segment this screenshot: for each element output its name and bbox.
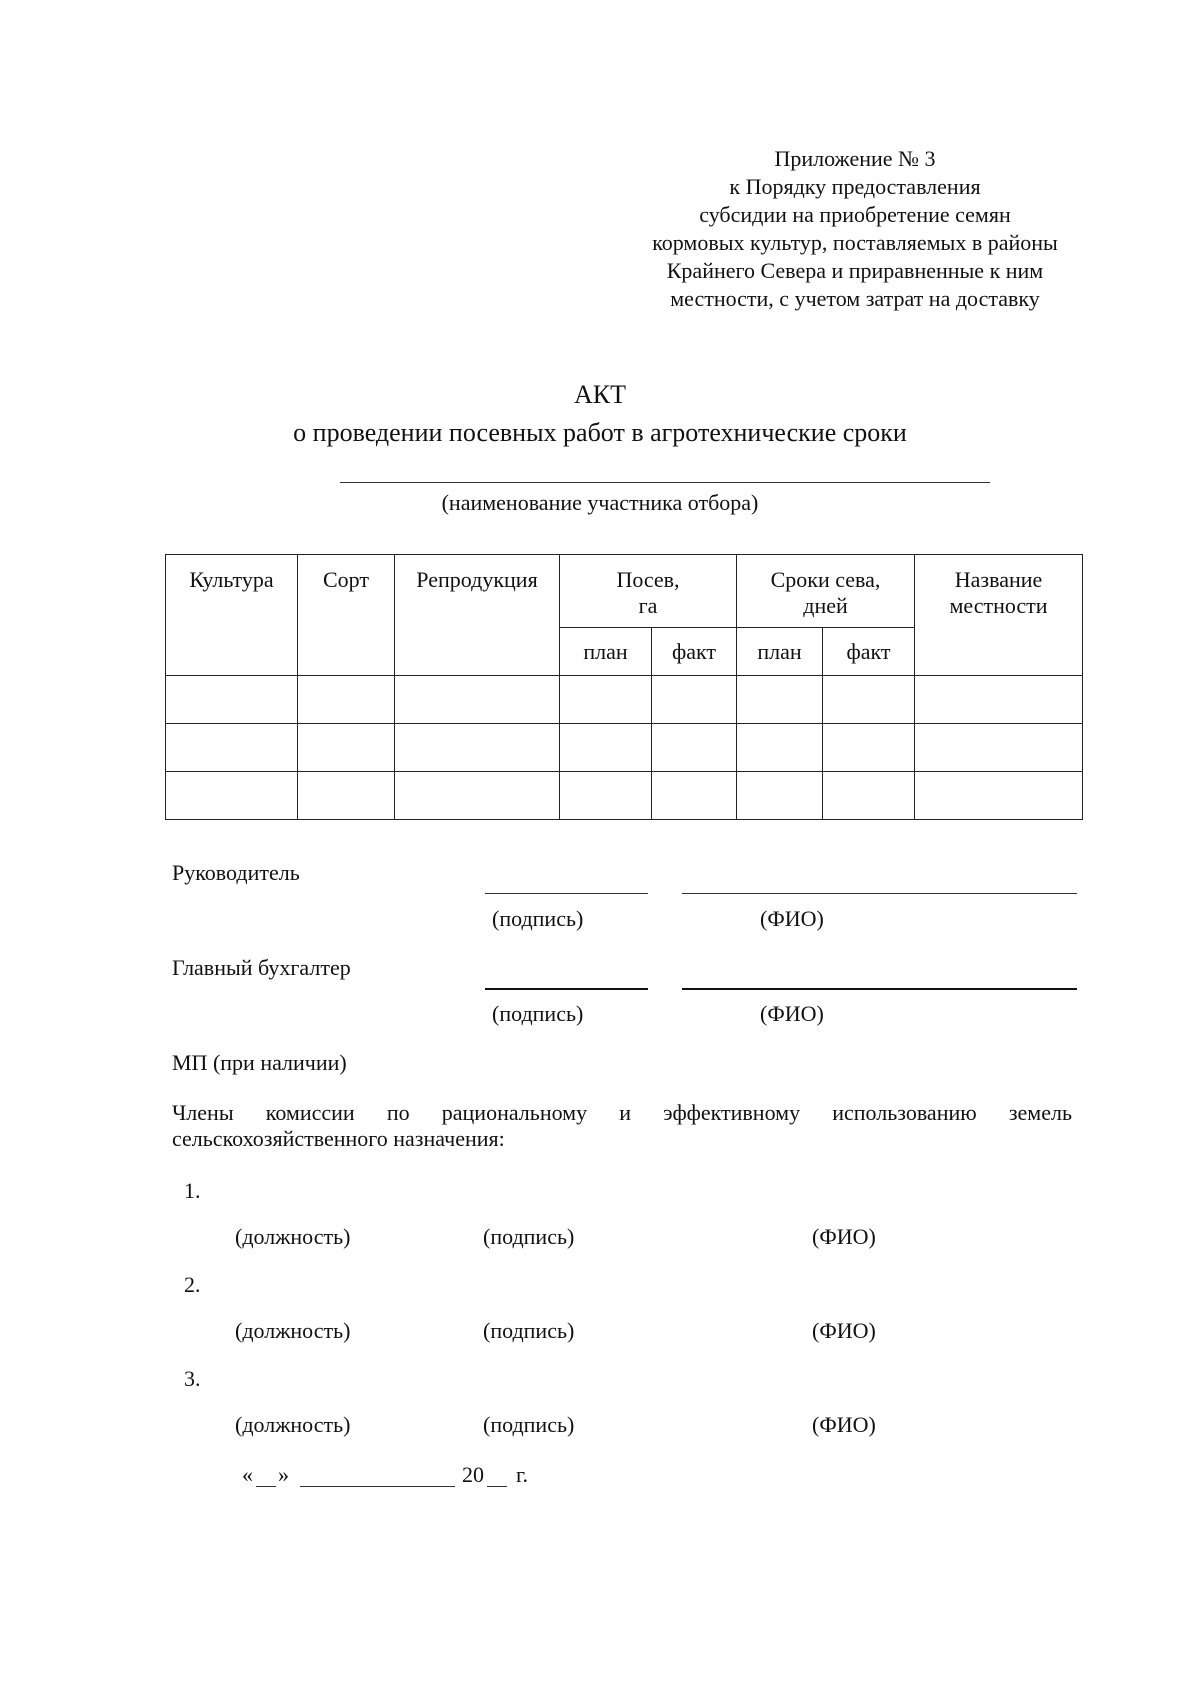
table-cell[interactable] <box>737 772 823 820</box>
head-sign-line[interactable] <box>485 893 648 894</box>
member-sign-caption: (подпись) <box>483 1224 575 1249</box>
subheader-terms-fact: факт <box>823 628 915 676</box>
table-cell[interactable] <box>823 772 915 820</box>
commission-text: Члены комиссии по рациональному и эффективному использованию земель сельскохозяйственного назначения: <box>172 1100 1072 1151</box>
member-sign-caption: (подпись) <box>483 1412 575 1437</box>
participant-line <box>340 482 990 483</box>
table-cell[interactable] <box>652 676 737 724</box>
accountant-name-line[interactable] <box>682 988 1077 990</box>
date-year-prefix: 20 <box>462 1462 484 1487</box>
header-locality: Название местности <box>915 555 1083 676</box>
table-cell[interactable] <box>652 772 737 820</box>
appendix-line: кормовых культур, поставляемых в районы <box>652 230 1058 255</box>
member-position-caption: (должность) <box>235 1412 351 1437</box>
accountant-label: Главный бухгалтер <box>172 955 351 980</box>
table-cell[interactable] <box>915 676 1083 724</box>
accountant-name-caption: (ФИО) <box>760 1001 824 1026</box>
header-sowing: Посев, га <box>560 555 737 628</box>
member-number: 2. <box>184 1272 201 1297</box>
table-cell[interactable] <box>395 724 560 772</box>
table-cell[interactable] <box>737 724 823 772</box>
table-cell[interactable] <box>823 676 915 724</box>
table-cell[interactable] <box>395 676 560 724</box>
table-cell[interactable] <box>298 676 395 724</box>
table-cell[interactable] <box>395 772 560 820</box>
member-name-caption: (ФИО) <box>812 1318 876 1343</box>
appendix-line: Приложение № 3 <box>774 146 936 171</box>
member-sign-caption: (подпись) <box>483 1318 575 1343</box>
stamp-note: МП (при наличии) <box>172 1050 347 1075</box>
table-cell[interactable] <box>166 724 298 772</box>
head-name-line[interactable] <box>682 893 1077 894</box>
table-cell[interactable] <box>166 772 298 820</box>
table-row <box>166 676 1083 724</box>
table-cell[interactable] <box>915 772 1083 820</box>
table-cell[interactable] <box>560 772 652 820</box>
head-label: Руководитель <box>172 860 300 885</box>
date-year-suffix: г. <box>516 1462 529 1487</box>
head-name-caption: (ФИО) <box>760 906 824 931</box>
table-row <box>166 772 1083 820</box>
head-sign-caption: (подпись) <box>492 906 584 931</box>
table-cell[interactable] <box>560 676 652 724</box>
date-day-line[interactable] <box>256 1486 276 1487</box>
table-cell[interactable] <box>298 772 395 820</box>
subheader-sowing-fact: факт <box>652 628 737 676</box>
header-sort: Сорт <box>298 555 395 676</box>
doc-title: АКТ <box>574 380 626 409</box>
date-month-line[interactable] <box>300 1486 455 1487</box>
member-name-caption: (ФИО) <box>812 1412 876 1437</box>
table-cell[interactable] <box>166 676 298 724</box>
appendix-line: местности, с учетом затрат на доставку <box>670 286 1040 311</box>
header-reproduction: Репродукция <box>395 555 560 676</box>
table-row <box>166 724 1083 772</box>
table-cell[interactable] <box>915 724 1083 772</box>
appendix-block <box>600 145 1110 313</box>
member-number: 3. <box>184 1366 201 1391</box>
member-number: 1. <box>184 1178 201 1203</box>
table-cell[interactable] <box>823 724 915 772</box>
accountant-sign-caption: (подпись) <box>492 1001 584 1026</box>
member-position-caption: (должность) <box>235 1224 351 1249</box>
date-year-line[interactable] <box>487 1486 507 1487</box>
date-quote-open: « <box>242 1462 253 1487</box>
member-name-caption: (ФИО) <box>812 1224 876 1249</box>
accountant-sign-line[interactable] <box>485 988 648 990</box>
table-cell[interactable] <box>560 724 652 772</box>
appendix-line: к Порядку предоставления <box>729 174 981 199</box>
subheader-terms-plan: план <box>737 628 823 676</box>
member-position-caption: (должность) <box>235 1318 351 1343</box>
table-cell[interactable] <box>298 724 395 772</box>
table-cell[interactable] <box>652 724 737 772</box>
appendix-line: субсидии на приобретение семян <box>699 202 1011 227</box>
subheader-sowing-plan: план <box>560 628 652 676</box>
header-culture: Культура <box>166 555 298 676</box>
date-quote-close: » <box>278 1462 289 1487</box>
doc-subtitle: о проведении посевных работ в агротехнические сроки <box>293 418 907 447</box>
header-terms: Сроки сева, дней <box>737 555 915 628</box>
appendix-line: Крайнего Севера и приравненные к ним <box>666 258 1044 283</box>
sowing-table <box>165 554 1083 820</box>
table-cell[interactable] <box>737 676 823 724</box>
participant-caption: (наименование участника отбора) <box>441 490 759 515</box>
